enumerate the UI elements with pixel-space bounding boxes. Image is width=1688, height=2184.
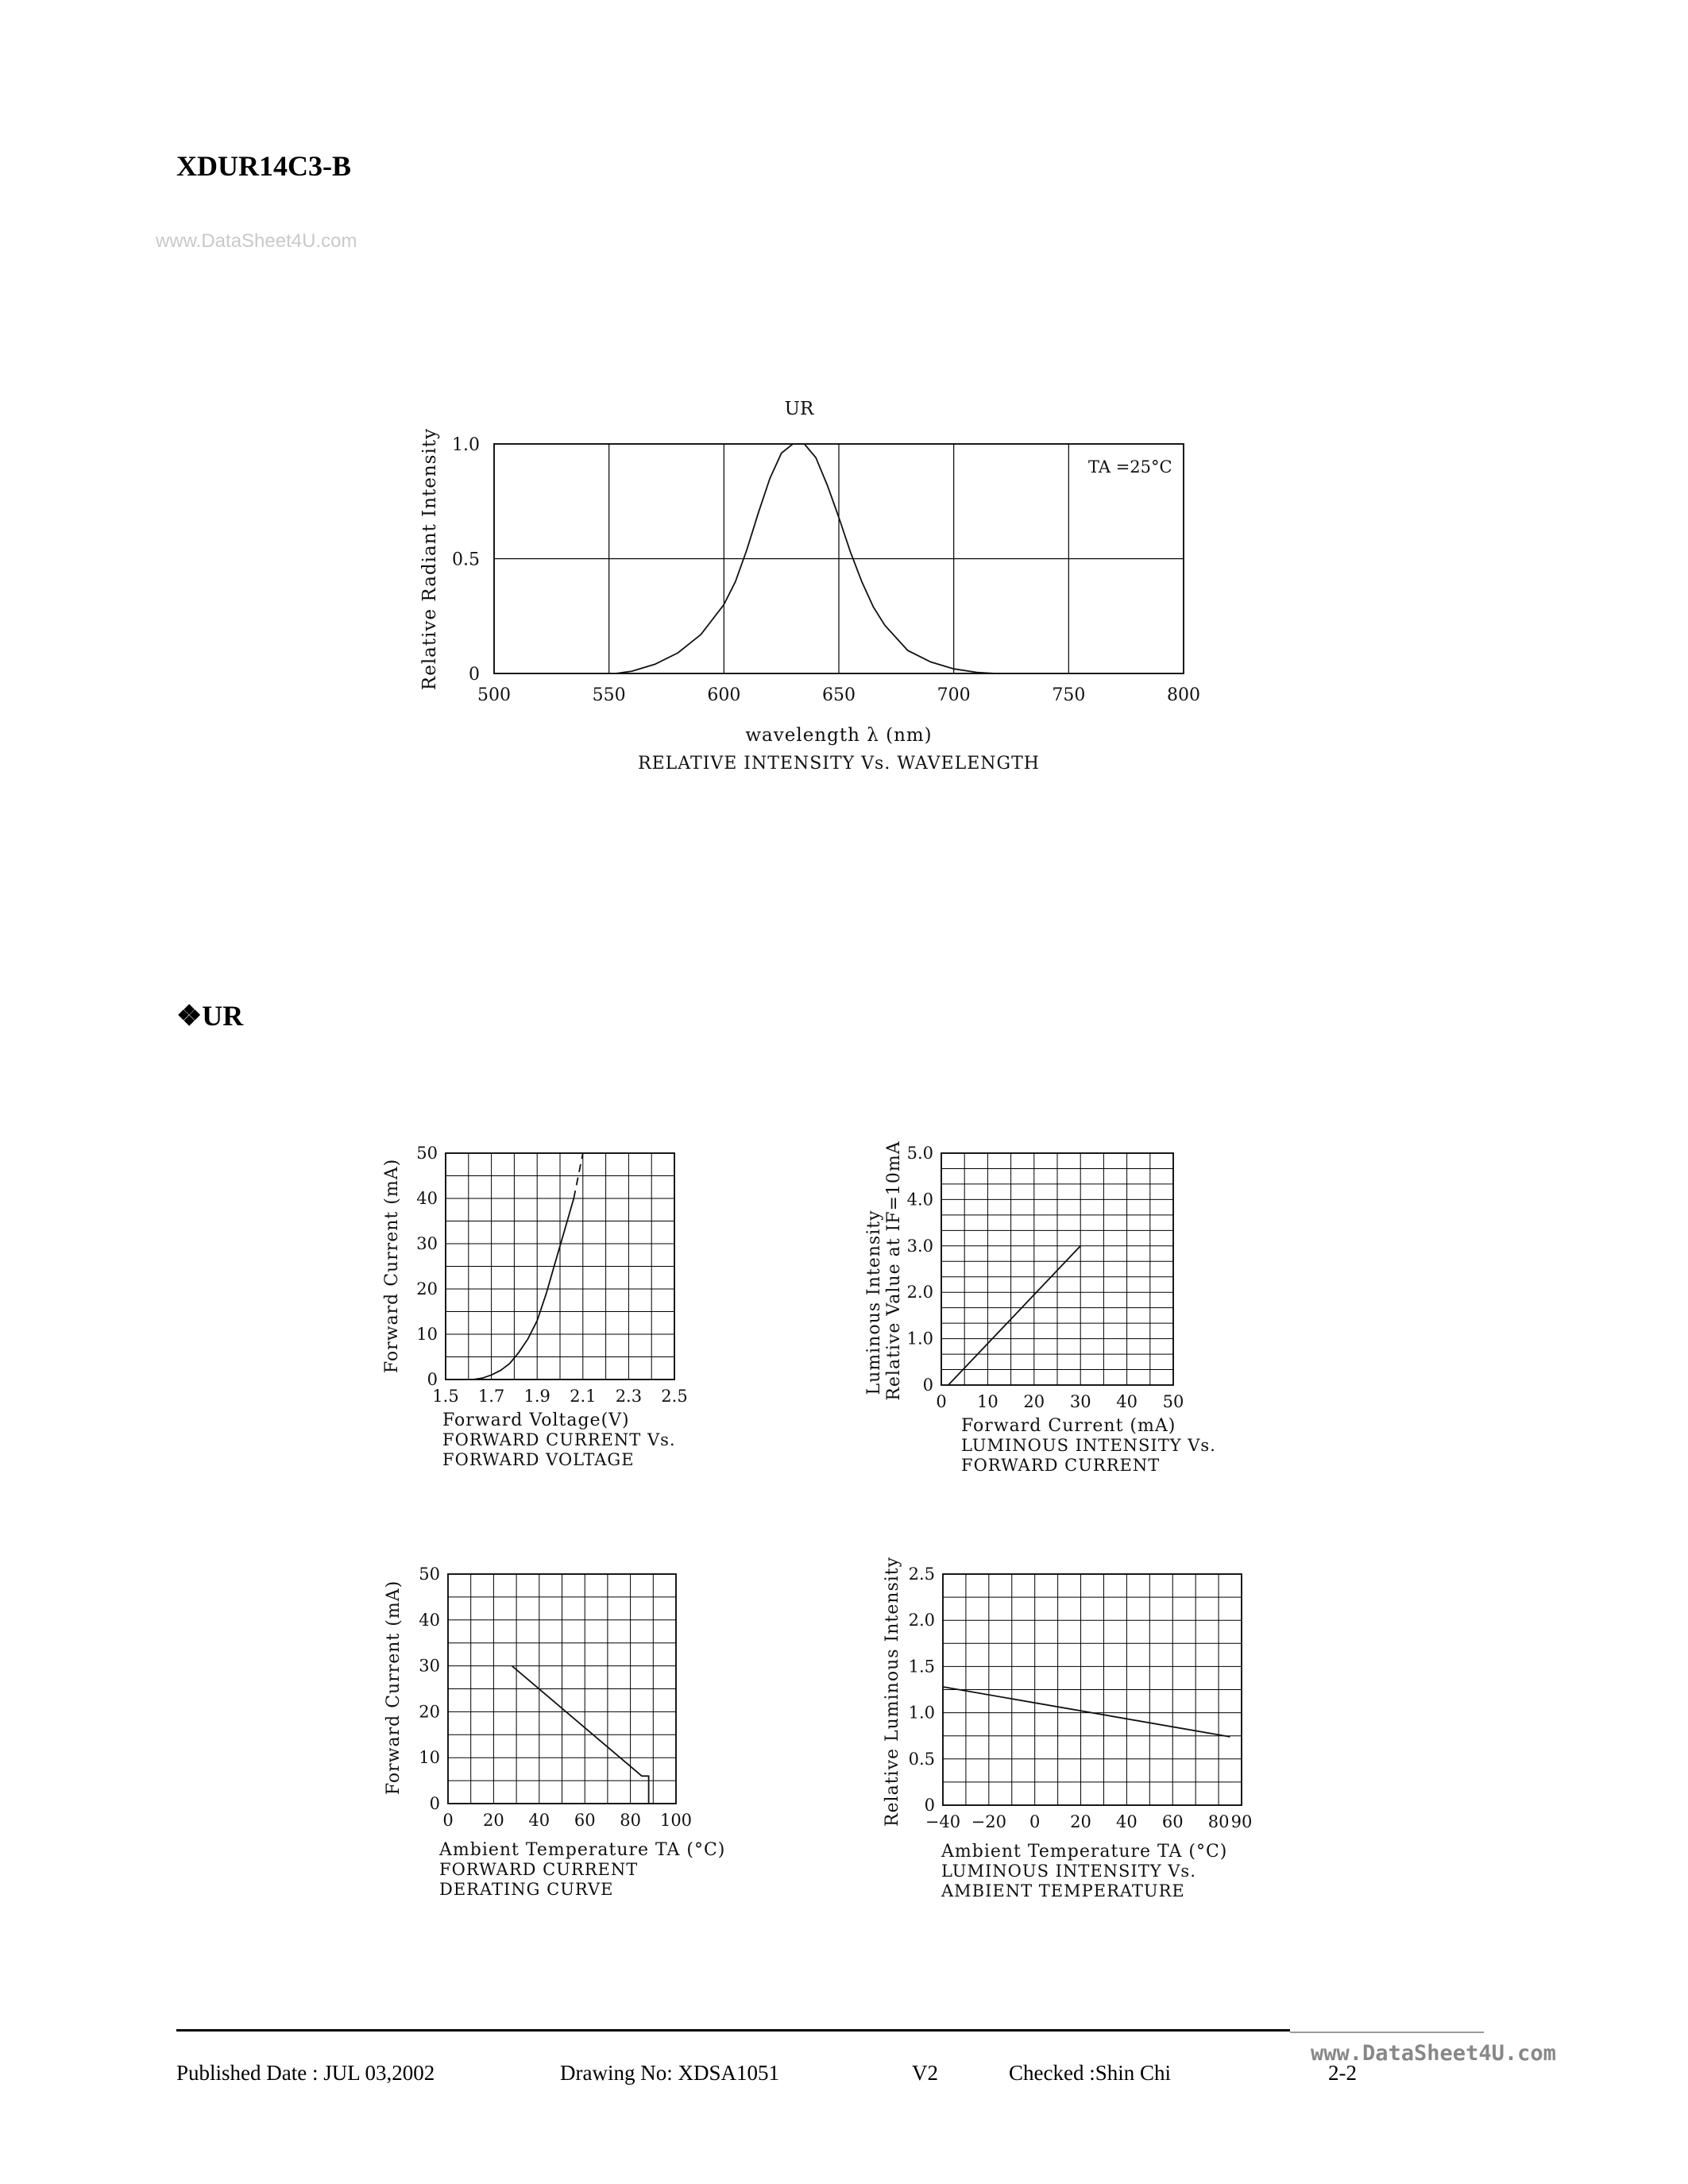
x-tick-label: −40 (925, 1812, 961, 1831)
part-number-title: XDUR14C3-B (176, 150, 351, 182)
x-tick-label: 1.9 (523, 1387, 550, 1406)
y-axis-label: Relative Radiant Intensity (419, 427, 440, 691)
page-number: 2-2 (1328, 2061, 1357, 2085)
y-tick-label: 40 (416, 1189, 438, 1208)
y-tick-label: 30 (419, 1656, 440, 1676)
chart-caption: LUMINOUS INTENSITY Vs. (961, 1436, 1216, 1455)
x-tick-label: 750 (1052, 685, 1086, 705)
x-tick-label: 30 (1069, 1392, 1091, 1411)
x-tick-label: 20 (1023, 1392, 1045, 1411)
x-tick-label: 40 (1116, 1812, 1138, 1831)
x-tick-label: 60 (574, 1811, 596, 1830)
x-tick-label: 550 (592, 685, 626, 705)
y-tick-label: 4.0 (906, 1190, 933, 1210)
y-tick-label: 0 (922, 1376, 933, 1395)
y-tick-label: 1.0 (908, 1703, 935, 1723)
section-label: ❖UR (176, 1000, 244, 1032)
x-tick-label: 500 (477, 685, 511, 705)
x-tick-label: 40 (528, 1811, 550, 1830)
series-label: UR (784, 399, 814, 419)
x-tick-label: 90 (1230, 1812, 1253, 1831)
chart-caption: RELATIVE INTENSITY Vs. WAVELENGTH (638, 754, 1040, 774)
y-tick-label: 50 (416, 1144, 438, 1163)
y-axis-label: Forward Current (mA) (384, 1580, 404, 1796)
y-tick-label: 0 (429, 1794, 440, 1813)
x-tick-label: 10 (977, 1392, 999, 1411)
checked-by: Checked :Shin Chi (1009, 2061, 1171, 2085)
chart-caption: FORWARD CURRENT (439, 1860, 639, 1879)
y-tick-label: 3.0 (906, 1236, 933, 1256)
y-axis-label: Luminous Intensity (864, 1210, 884, 1395)
x-tick-label: 2.5 (661, 1387, 688, 1406)
x-tick-label: 40 (1116, 1392, 1138, 1411)
y-tick-label: 1.0 (906, 1329, 933, 1349)
x-axis-label: Forward Current (mA) (961, 1416, 1176, 1436)
x-tick-label: 50 (1162, 1392, 1184, 1411)
y-tick-label: 1.5 (908, 1657, 935, 1677)
temperature-annotation: TA =25°C (1088, 457, 1172, 477)
x-tick-label: 20 (483, 1811, 504, 1830)
x-axis-label: Ambient Temperature TA (°C) (439, 1840, 726, 1860)
x-tick-label: 0 (936, 1392, 947, 1411)
x-tick-label: 2.1 (570, 1387, 597, 1406)
x-axis-label: Ambient Temperature TA (°C) (941, 1842, 1228, 1862)
y-tick-label: 0 (469, 665, 480, 685)
x-tick-label: 80 (1207, 1812, 1230, 1831)
x-tick-label: 650 (822, 685, 856, 705)
y-tick-label: 40 (419, 1610, 440, 1630)
y-tick-label: 1.0 (452, 435, 480, 455)
x-tick-label: 1.5 (432, 1387, 459, 1406)
chart-caption: AMBIENT TEMPERATURE (941, 1881, 1185, 1900)
y-tick-label: 0 (924, 1796, 935, 1815)
x-tick-label: −20 (971, 1812, 1007, 1831)
chart-caption: LUMINOUS INTENSITY Vs. (941, 1862, 1196, 1881)
x-tick-label: 60 (1161, 1812, 1184, 1831)
chart-caption: FORWARD CURRENT Vs. (442, 1430, 676, 1449)
x-tick-label: 1.7 (477, 1387, 505, 1406)
y-axis-label: Relative Luminous Intensity (883, 1556, 902, 1827)
chart-caption: DERATING CURVE (439, 1880, 614, 1899)
watermark-footer[interactable]: www.DataSheet4U.com (1311, 2041, 1556, 2066)
x-axis-label: Forward Voltage(V) (442, 1410, 630, 1430)
y-axis-label: Forward Current (mA) (382, 1158, 402, 1374)
y-tick-label: 2.0 (906, 1283, 933, 1302)
x-tick-label: 700 (937, 685, 971, 705)
y-tick-label: 10 (416, 1325, 438, 1344)
x-axis-label: wavelength λ (nm) (745, 725, 933, 746)
series-line (943, 1687, 1230, 1737)
chart-caption: FORWARD VOLTAGE (442, 1450, 635, 1469)
y-tick-label: 2.5 (908, 1565, 935, 1584)
y-tick-label: 50 (419, 1565, 440, 1584)
x-tick-label: 2.3 (615, 1387, 643, 1406)
y-tick-label: 0 (427, 1370, 438, 1389)
x-tick-label: 800 (1167, 685, 1200, 705)
y-tick-label: 0.5 (452, 550, 480, 570)
chart-caption: FORWARD CURRENT (961, 1456, 1161, 1475)
y-tick-label: 30 (416, 1234, 438, 1253)
y-axis-label-secondary: Relative Value at IF=10mA (884, 1140, 904, 1401)
y-tick-label: 20 (419, 1702, 440, 1722)
y-tick-label: 0.5 (908, 1749, 935, 1769)
x-tick-label: 0 (1029, 1812, 1041, 1831)
y-tick-label: 2.0 (908, 1611, 935, 1630)
drawing-number: Drawing No: XDSA1051 (560, 2061, 779, 2085)
x-tick-label: 0 (442, 1811, 454, 1830)
published-date: Published Date : JUL 03,2002 (176, 2061, 435, 2085)
x-tick-label: 600 (707, 685, 741, 705)
y-tick-label: 5.0 (906, 1144, 933, 1163)
x-tick-label: 80 (620, 1811, 641, 1830)
footer-rule-tail (1290, 2032, 1484, 2033)
x-tick-label: 20 (1070, 1812, 1091, 1831)
version: V2 (912, 2061, 938, 2085)
y-tick-label: 20 (416, 1279, 438, 1298)
y-tick-label: 10 (419, 1748, 440, 1768)
footer-rule (176, 2029, 1290, 2032)
watermark-header[interactable]: www.DataSheet4U.com (156, 230, 357, 252)
x-tick-label: 100 (659, 1811, 693, 1830)
